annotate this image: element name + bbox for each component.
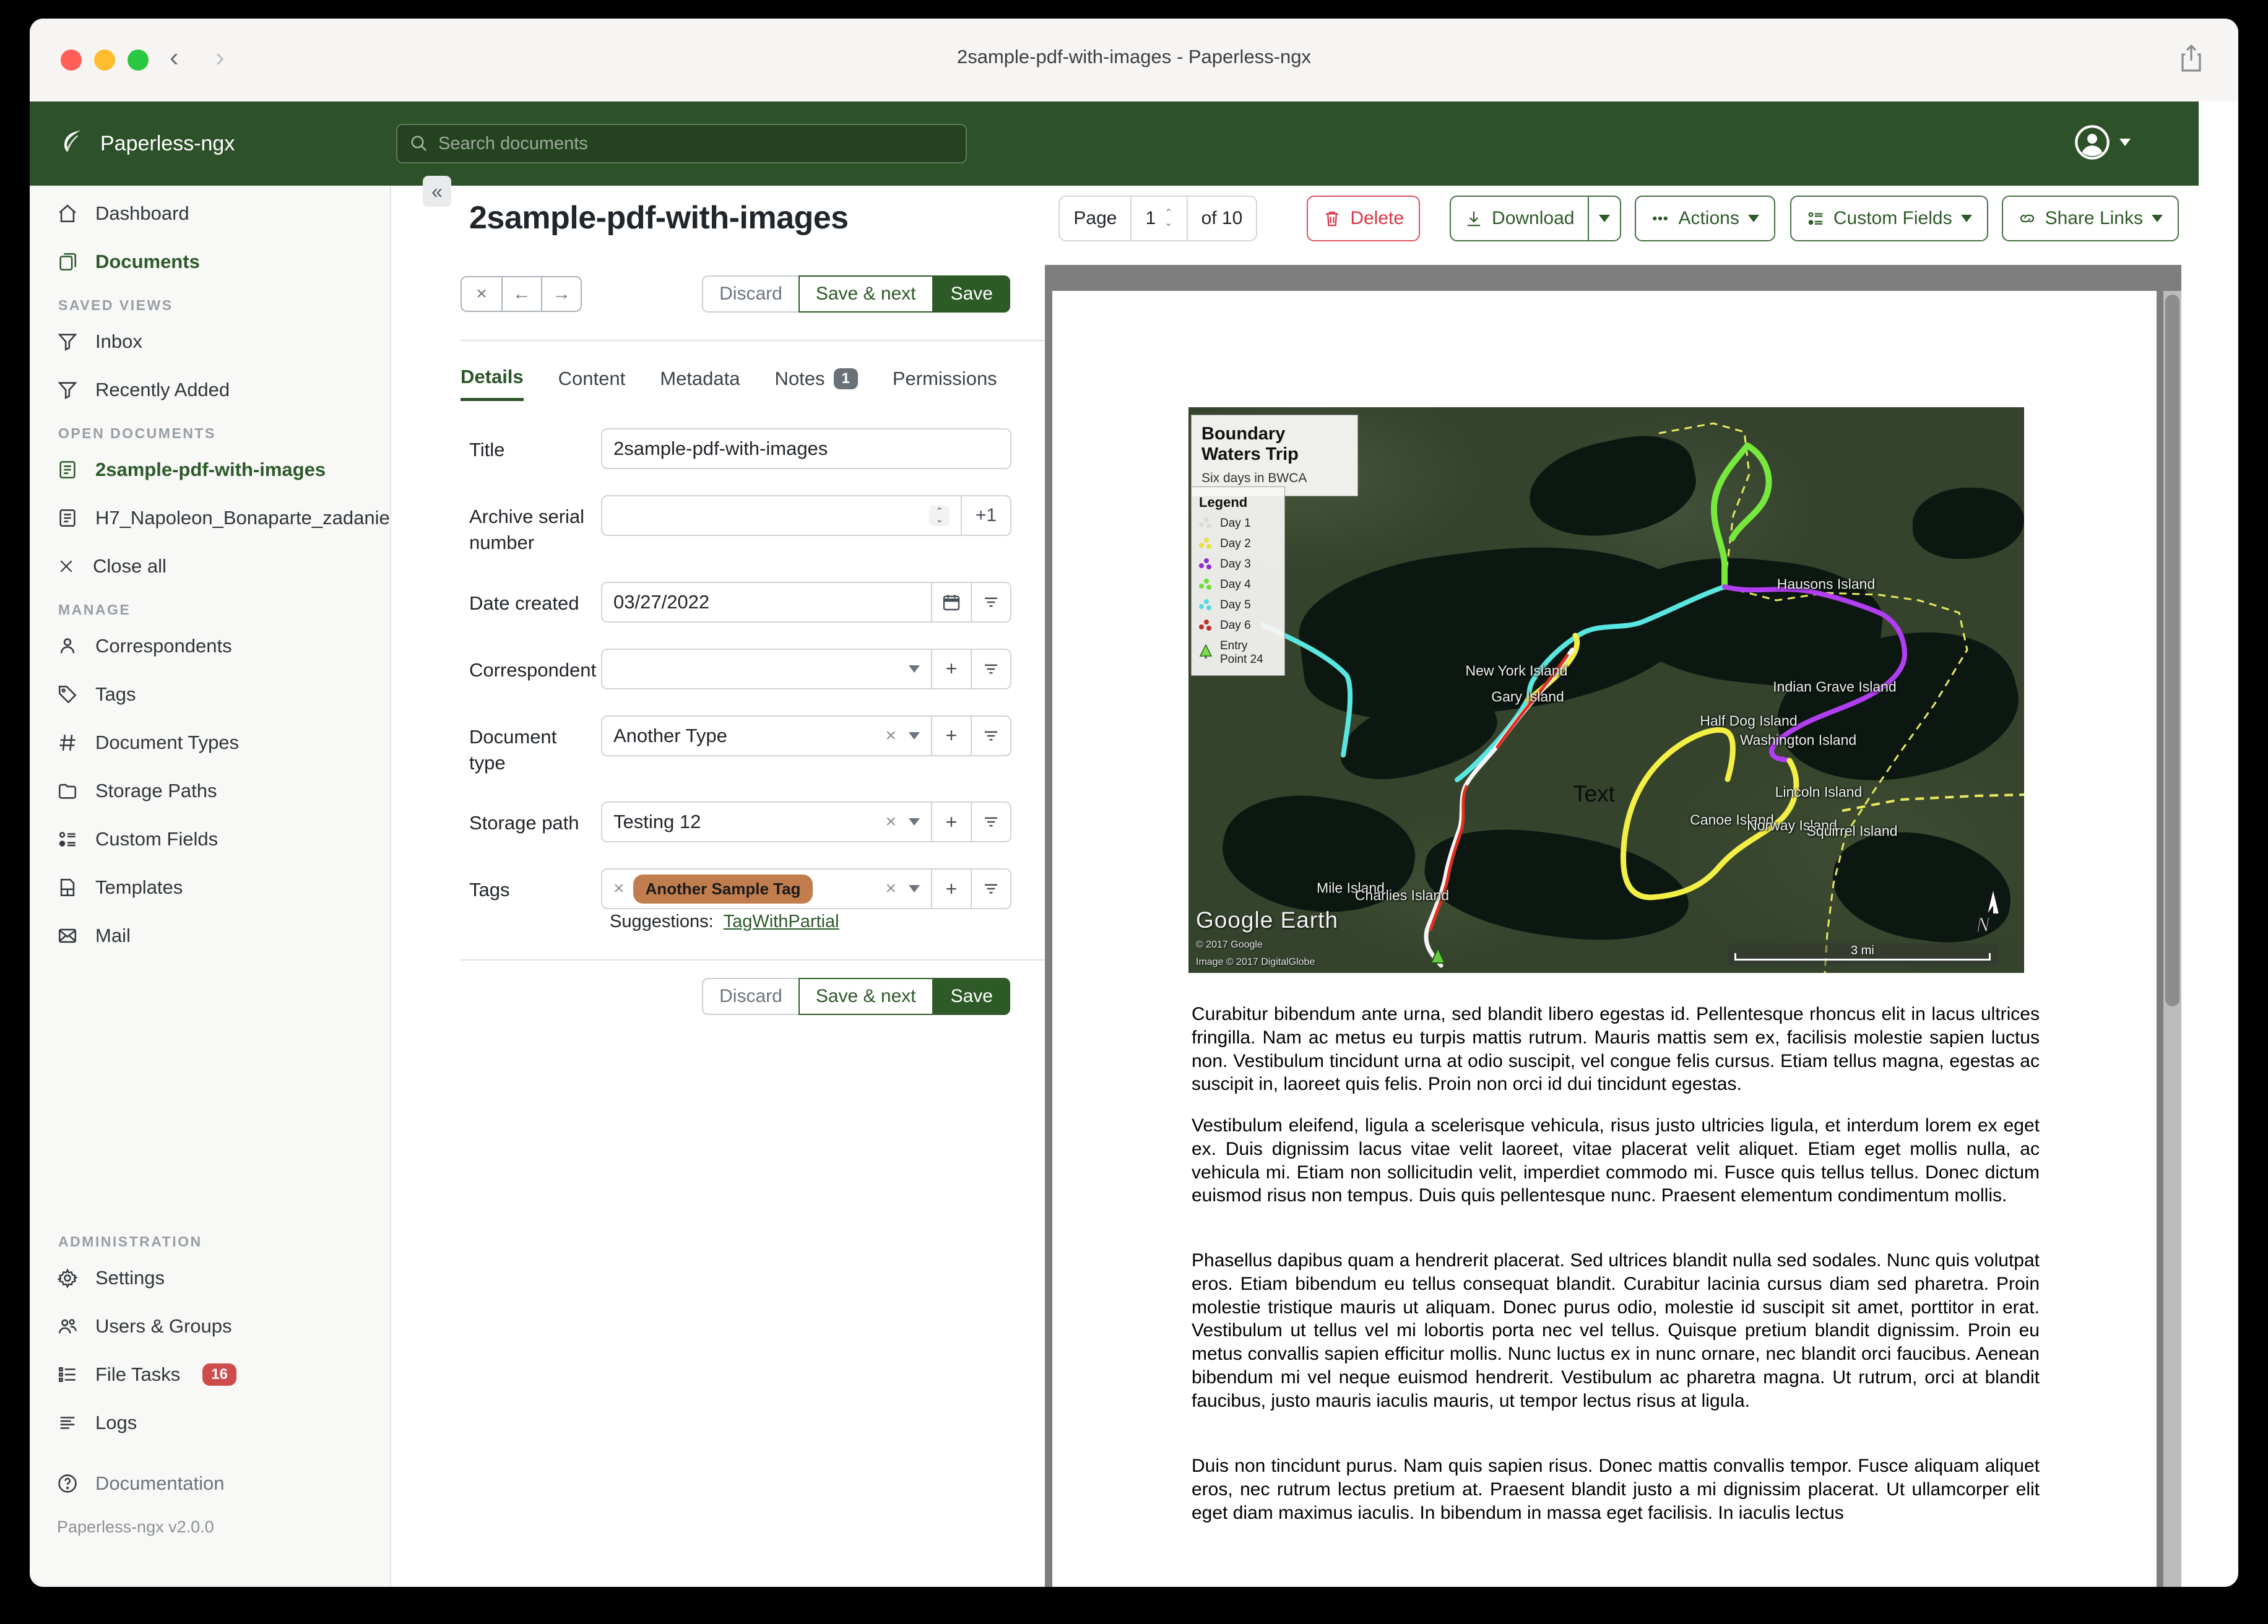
document-paragraph: Duis non tincidunt purus. Nam quis sapien risus. Donec mattis convallis tempor. Fusce aliquam aliquet eros, nec rutrum lectus pretium at. Praesent blandit justo a mi dignissim placerat. Ut ullamcorper elit eget diam maximus iaculis. In bibendum in massa eget facilisis. In iaculis lectus bbox=[1192, 1456, 2040, 1523]
filter-lines-icon bbox=[982, 813, 1000, 831]
user-menu[interactable] bbox=[2075, 125, 2131, 160]
sidebar-item-recently-added[interactable]: Recently Added bbox=[57, 372, 390, 408]
template-icon bbox=[57, 877, 78, 898]
island-label: Half Dog Island bbox=[1700, 712, 1798, 729]
legend-track-icon bbox=[1199, 599, 1213, 611]
filter-icon bbox=[57, 379, 78, 400]
sidebar-item-tags[interactable]: Tags bbox=[57, 676, 390, 712]
filter-icon bbox=[57, 331, 78, 352]
map-legend: Legend Day 1 Day 2 Day 3 Day 4 Day 5 Day 6 Entry Point 24 bbox=[1191, 486, 1285, 676]
asn-stepper[interactable]: ⌃ ⌄ bbox=[929, 505, 950, 526]
island-label: Charlies Island bbox=[1354, 887, 1450, 904]
island-label: Norway Island bbox=[1747, 817, 1837, 834]
download-button[interactable]: Download bbox=[1451, 197, 1588, 240]
save-next-button[interactable]: Save & next bbox=[799, 978, 933, 1015]
title-input[interactable]: 2sample-pdf-with-images bbox=[613, 438, 828, 459]
title-label: Title bbox=[469, 439, 505, 460]
previous-document-button[interactable]: ← bbox=[501, 277, 541, 311]
chevron-down-icon bbox=[909, 665, 920, 673]
sidebar-item-custom-fields[interactable]: Custom Fields bbox=[57, 821, 390, 857]
chevron-down-icon bbox=[909, 818, 920, 826]
island-label: Lincoln Island bbox=[1775, 784, 1863, 800]
brand-name: Paperless-ngx bbox=[100, 131, 235, 155]
page-label: Page bbox=[1073, 208, 1117, 228]
document-type-filter-button[interactable] bbox=[971, 717, 1010, 755]
page-navigator bbox=[1058, 196, 1257, 241]
download-icon bbox=[1465, 209, 1483, 228]
clear-icon[interactable]: × bbox=[885, 878, 896, 899]
sidebar-open-doc-2[interactable]: H7_Napoleon_Bonaparte_zadanie bbox=[57, 500, 390, 536]
app-window bbox=[30, 19, 2238, 1587]
clear-icon[interactable]: × bbox=[885, 725, 896, 746]
sidebar-item-inbox[interactable]: Inbox bbox=[57, 324, 390, 360]
storage-path-filter-button[interactable] bbox=[971, 803, 1010, 841]
scale-bar: 3 mi bbox=[1728, 943, 1997, 965]
date-created-input[interactable]: 03/27/2022 bbox=[613, 590, 710, 613]
sidebar-close-all[interactable]: Close all bbox=[57, 548, 390, 584]
download-options-button[interactable] bbox=[1588, 197, 1620, 240]
help-icon bbox=[57, 1473, 78, 1494]
saved-views-heading: SAVED VIEWS bbox=[58, 297, 173, 313]
window-title: 2sample-pdf-with-images - Paperless-ngx bbox=[956, 46, 1311, 67]
divider bbox=[461, 959, 1045, 961]
calendar-button[interactable] bbox=[931, 583, 971, 621]
island-label: Indian Grave Island bbox=[1773, 678, 1897, 695]
document-title: 2sample-pdf-with-images bbox=[469, 200, 849, 236]
island-label: Mile Island bbox=[1317, 879, 1385, 896]
delete-button[interactable]: Delete bbox=[1307, 196, 1420, 241]
sidebar-item-storage-paths[interactable]: Storage Paths bbox=[57, 773, 390, 809]
document-actions bbox=[1058, 196, 2179, 241]
tab-content[interactable]: Content bbox=[558, 367, 626, 389]
main-content bbox=[391, 179, 2199, 1587]
tag-icon bbox=[57, 684, 78, 705]
sidebar-item-templates[interactable]: Templates bbox=[57, 870, 390, 905]
add-document-type-button[interactable]: + bbox=[931, 717, 971, 755]
notes-count-badge: 1 bbox=[834, 368, 858, 389]
add-storage-path-button[interactable]: + bbox=[931, 803, 971, 841]
document-paragraph: Phasellus dapibus quam a hendrerit placerat. Sed ultrices blandit nulla sed sodales. Nunc quis volutpat eros. Etiam bibendum eu tellus consequat blandit. Curabitur lacinia cursus diam sed pharetra. Proin molestie tristique mauris ut aliquam. Donec purus odio, molestie id suscipit sit amet, porttitor in erat. Vestibulum ut tellus vel mi lobortis porta nec vel tellus. Quisque pretium blandit dignissim. Proin eu metus convallis sapien efficitur mollis. Nunc luctus ex in nunc ornare, nec blandit orci faucibus. Aenean bibendum mi vel neque euismod hendrerit. Vestibulum ac pharetra magna. Ut rutrum, orci at blandit faucibus, justo mauris iaculis mauris, ut tempor lectus risus at ligula. bbox=[1192, 1250, 2040, 1411]
preview-scrollbar[interactable] bbox=[2163, 291, 2181, 1587]
filter-lines-icon bbox=[982, 727, 1000, 745]
sidebar-item-file-tasks[interactable]: File Tasks 16 bbox=[57, 1357, 390, 1393]
sidebar-item-documents[interactable]: Documents bbox=[57, 244, 390, 280]
details-form bbox=[461, 428, 1045, 1015]
next-document-button[interactable]: → bbox=[541, 277, 581, 311]
document-type-select[interactable]: Another Type × bbox=[602, 717, 931, 755]
link-icon bbox=[2018, 209, 2036, 228]
date-created-label: Date created bbox=[469, 592, 579, 614]
preview-scrollbar-thumb[interactable] bbox=[2165, 295, 2179, 1006]
manage-heading: MANAGE bbox=[58, 602, 131, 618]
sidebar-item-logs[interactable]: Logs bbox=[57, 1405, 390, 1441]
doc-nav-group bbox=[461, 276, 582, 312]
save-next-button[interactable]: Save & next bbox=[799, 275, 933, 313]
navbar bbox=[30, 102, 2199, 186]
brand[interactable] bbox=[58, 127, 235, 161]
svg-text:N: N bbox=[1976, 914, 1990, 935]
gear-icon bbox=[57, 1268, 78, 1289]
tabs bbox=[461, 366, 1045, 401]
legend-track-icon bbox=[1199, 538, 1213, 550]
filter-lines-icon bbox=[982, 660, 1000, 678]
add-tag-button[interactable]: + bbox=[931, 870, 971, 908]
document-paragraph: Curabitur bibendum ante urna, sed blandit libero egestas id. Pellentesque rhoncus elit in lacus ultrices fringilla. Nam ac metus eu turpis mattis rutrum. Mauris mattis sem ex, facilisis molestie sapien luctus non. Vestibulum tincidunt urna at odio suscipit, vel congue felis cursus. Etiam tellus magna, egestas ac suscipit in, laoreet quis felis. Proin non orci id dui tincidunt egestas. bbox=[1192, 1004, 2040, 1095]
mail-icon bbox=[57, 925, 78, 946]
correspondent-select[interactable] bbox=[602, 650, 931, 688]
legend-tree-icon bbox=[1199, 644, 1213, 662]
map-image bbox=[1188, 407, 2024, 973]
open-documents-heading: OPEN DOCUMENTS bbox=[58, 425, 216, 441]
pdf-page bbox=[1052, 291, 2157, 1587]
asn-label: Archive serial number bbox=[469, 506, 585, 553]
compass-icon bbox=[1972, 887, 2007, 938]
island-label: Squirrel Island bbox=[1806, 823, 1898, 839]
custom-fields-icon bbox=[1806, 209, 1825, 228]
person-icon bbox=[57, 636, 78, 657]
file-text-icon bbox=[57, 508, 78, 529]
file-tasks-badge: 16 bbox=[202, 1363, 236, 1386]
collapse-sidebar-button[interactable]: « bbox=[423, 176, 451, 207]
legend-track-icon bbox=[1199, 517, 1213, 530]
logs-icon bbox=[57, 1412, 78, 1433]
task-list-icon bbox=[57, 1364, 78, 1385]
tags-label: Tags bbox=[469, 879, 510, 901]
save-button[interactable]: Save bbox=[933, 978, 1010, 1015]
chevron-down-icon bbox=[909, 732, 920, 740]
map-title-box: Boundary Waters Trip Six days in BWCA bbox=[1191, 415, 1358, 496]
tab-permissions[interactable]: Permissions bbox=[892, 367, 997, 389]
file-text-icon bbox=[57, 459, 78, 480]
share-icon[interactable] bbox=[2179, 43, 2204, 76]
chevron-down-icon bbox=[909, 885, 920, 892]
asn-plus-one-button[interactable]: +1 bbox=[961, 496, 1010, 535]
divider bbox=[461, 340, 1045, 341]
island-label: Washington Island bbox=[1739, 732, 1857, 748]
share-links-button[interactable]: Share Links bbox=[2002, 196, 2179, 241]
filter-lines-icon bbox=[982, 593, 1000, 611]
add-correspondent-button[interactable]: + bbox=[931, 650, 971, 688]
chevron-down-icon bbox=[2119, 139, 2131, 146]
custom-fields-icon bbox=[57, 829, 78, 850]
avatar bbox=[2075, 125, 2110, 160]
search-input[interactable] bbox=[396, 124, 967, 163]
sidebar-item-correspondents[interactable]: Correspondents bbox=[57, 628, 390, 664]
document-type-label: Document type bbox=[469, 725, 557, 774]
administration-heading: ADMINISTRATION bbox=[58, 1233, 202, 1250]
sidebar-item-settings[interactable]: Settings bbox=[57, 1260, 390, 1296]
tag-chip[interactable]: Another Sample Tag bbox=[633, 875, 813, 904]
search-icon bbox=[410, 134, 428, 153]
documents-icon bbox=[57, 251, 78, 272]
discard-button[interactable]: Discard bbox=[702, 275, 799, 313]
island-label: New York Island bbox=[1465, 662, 1568, 679]
tab-metadata[interactable]: Metadata bbox=[660, 367, 740, 389]
page-stepper[interactable]: ⌃ ⌄ bbox=[1164, 208, 1173, 228]
sidebar bbox=[30, 186, 391, 1587]
calendar-icon bbox=[941, 592, 961, 612]
close-document-button[interactable]: × bbox=[476, 283, 487, 304]
sidebar-item-mail[interactable]: Mail bbox=[57, 918, 390, 954]
leaf-logo-icon bbox=[58, 127, 87, 161]
island-label: Hausons Island bbox=[1777, 576, 1876, 592]
remove-tag-icon[interactable]: × bbox=[613, 878, 625, 899]
sidebar-open-doc-1[interactable]: 2sample-pdf-with-images bbox=[57, 452, 390, 488]
hash-icon bbox=[57, 732, 78, 753]
correspondent-filter-button[interactable] bbox=[971, 650, 1010, 688]
tags-select[interactable] bbox=[602, 870, 931, 908]
save-button[interactable]: Save bbox=[933, 275, 1010, 313]
storage-path-label: Storage path bbox=[469, 812, 579, 834]
sidebar-item-dashboard[interactable]: Dashboard bbox=[57, 196, 390, 231]
page-total: of 10 bbox=[1201, 208, 1243, 228]
browser-back-button[interactable]: ‹ bbox=[170, 42, 179, 72]
browser-forward-button[interactable]: › bbox=[215, 42, 225, 72]
page-input[interactable]: 1 bbox=[1145, 208, 1156, 228]
legend-track-icon bbox=[1199, 579, 1213, 591]
close-icon bbox=[57, 557, 76, 576]
tab-details[interactable]: Details bbox=[461, 366, 524, 401]
home-icon bbox=[57, 203, 78, 224]
clear-icon[interactable]: × bbox=[885, 811, 896, 832]
map-credits: Google Earth © 2017 Google Image © 2017 DigitalGlobe bbox=[1196, 907, 1339, 967]
tags-filter-button[interactable] bbox=[971, 870, 1010, 908]
document-paragraph: Vestibulum eleifend, ligula a scelerisque vehicula, risus justo ultricies ligula, et interdum lorem ex eget ex. Duis dignissim lacus vitae velit laoreet, vitae placerat velit aliquet. Etiam eget mollis nulla, ac vehicula mi. Etiam non sollicitudin velit, imperdiet commodo mi. Fusce quis tellus tellus. Donec dictum euismod risus non tempus. Duis quis pellentesque nunc. Praesent elementum condimentum mollis. bbox=[1192, 1115, 2040, 1206]
sidebar-item-documentation[interactable]: Documentation bbox=[57, 1466, 390, 1501]
ellipsis-icon bbox=[1651, 209, 1669, 228]
search-placeholder: Search documents bbox=[438, 133, 588, 153]
sidebar-item-users-groups[interactable]: Users & Groups bbox=[57, 1308, 390, 1344]
map-annotation: Text bbox=[1573, 781, 1615, 806]
discard-button[interactable]: Discard bbox=[702, 978, 799, 1015]
folder-icon bbox=[57, 780, 78, 801]
sidebar-item-document-types[interactable]: Document Types bbox=[57, 725, 390, 761]
asn-input[interactable] bbox=[602, 496, 961, 535]
titlebar bbox=[30, 19, 2238, 102]
edit-panel bbox=[461, 275, 1045, 1015]
tab-notes[interactable]: Notes 1 bbox=[775, 366, 858, 401]
island-label: Canoe Island bbox=[1690, 811, 1774, 828]
island-label: Gary Island bbox=[1491, 688, 1564, 705]
users-icon bbox=[57, 1316, 78, 1337]
suggestion-tag-link[interactable]: TagWithPartial bbox=[723, 912, 839, 932]
suggestions-label: Suggestions: bbox=[610, 912, 714, 932]
save-group-top bbox=[702, 275, 1010, 313]
pdf-preview bbox=[1045, 265, 2181, 1587]
save-group-bottom bbox=[702, 978, 1010, 1015]
legend-track-icon bbox=[1199, 558, 1213, 571]
custom-fields-button[interactable]: Custom Fields bbox=[1790, 196, 1988, 241]
correspondent-label: Correspondent bbox=[469, 659, 597, 681]
app-version: Paperless-ngx v2.0.0 bbox=[57, 1518, 214, 1536]
download-split-button bbox=[1450, 196, 1621, 241]
trash-icon bbox=[1323, 209, 1341, 228]
date-filter-button[interactable] bbox=[971, 583, 1010, 621]
filter-lines-icon bbox=[982, 879, 1000, 898]
legend-track-icon bbox=[1199, 620, 1213, 632]
storage-path-select[interactable]: Testing 12 × bbox=[602, 803, 931, 841]
actions-button[interactable]: Actions bbox=[1635, 196, 1775, 241]
